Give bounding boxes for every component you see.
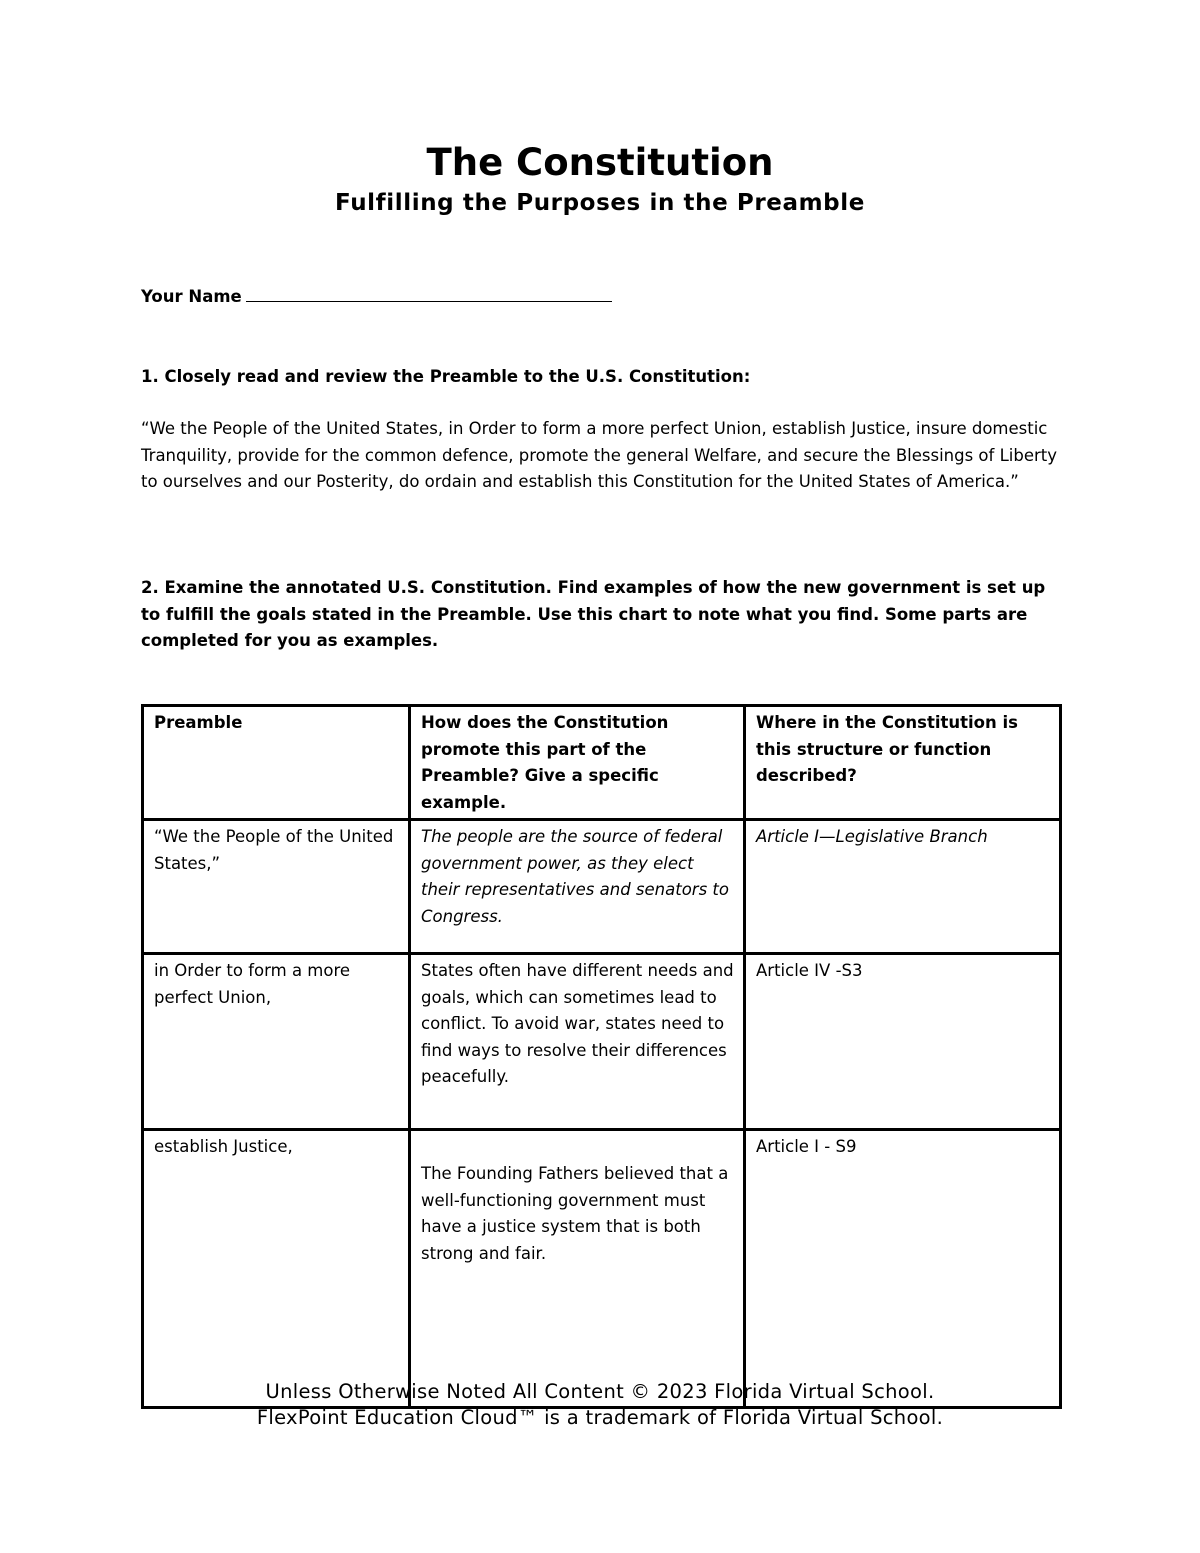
cell-where[interactable]: Article I—Legislative Branch	[745, 820, 1061, 954]
page-subtitle: Fulfilling the Purposes in the Preamble	[335, 190, 865, 216]
column-header-preamble: Preamble	[143, 706, 410, 820]
question-2-prompt: 2. Examine the annotated U.S. Constitution. Find examples of how the new government is set up to fulfill the goals stated in the Preamble. Use this chart to note what you find. Some parts are completed for you as examples.	[141, 578, 1046, 650]
cell-preamble: in Order to form a more perfect Union,	[143, 954, 410, 1130]
footer-line-2: FlexPoint Education Cloud™ is a trademark of Florida Virtual School.	[256, 1406, 944, 1429]
footer-line-1: Unless Otherwise Noted All Content © 2023 Florida Virtual School.	[265, 1380, 935, 1403]
name-input-line[interactable]	[246, 285, 612, 302]
cell-preamble: “We the People of the United States,”	[143, 820, 410, 954]
cell-preamble: establish Justice,	[143, 1130, 410, 1408]
cell-how[interactable]: The Founding Fathers believed that a well-functioning government must have a justice system that is both strong and fair.	[410, 1130, 745, 1408]
column-header-where: Where in the Constitution is this structure or function described?	[745, 706, 1061, 820]
cell-where[interactable]: Article I - S9	[745, 1130, 1061, 1408]
table-row	[143, 954, 1061, 1130]
cell-how[interactable]: The people are the source of federal government power, as they elect their representatives and senators to Congress.	[410, 820, 745, 954]
question-1-prompt: 1. Closely read and review the Preamble to the U.S. Constitution:	[141, 367, 751, 386]
table-row	[143, 1130, 1061, 1408]
preamble-chart	[141, 704, 1062, 1409]
copyright-footer	[0, 1379, 1200, 1431]
column-header-how: How does the Constitution promote this part of the Preamble? Give a specific example.	[410, 706, 745, 820]
table-row	[143, 820, 1061, 954]
page-title: The Constitution	[426, 141, 774, 184]
preamble-quote: “We the People of the United States, in Order to form a more perfect Union, establish Justice, insure domestic Tranquility, provide for the common defence, promote the general Welfare, and secure the Blessings of Liberty to ourselves and our Posterity, do ordain and establish this Constitution for the United States of America.”	[141, 419, 1057, 491]
cell-how[interactable]: States often have different needs and goals, which can sometimes lead to conflict. To avoid war, states need to find ways to resolve their differences peacefully.	[410, 954, 745, 1130]
table-header-row	[143, 706, 1061, 820]
name-label: Your Name	[141, 287, 242, 306]
name-field	[141, 284, 612, 311]
cell-where[interactable]: Article IV -S3	[745, 954, 1061, 1130]
